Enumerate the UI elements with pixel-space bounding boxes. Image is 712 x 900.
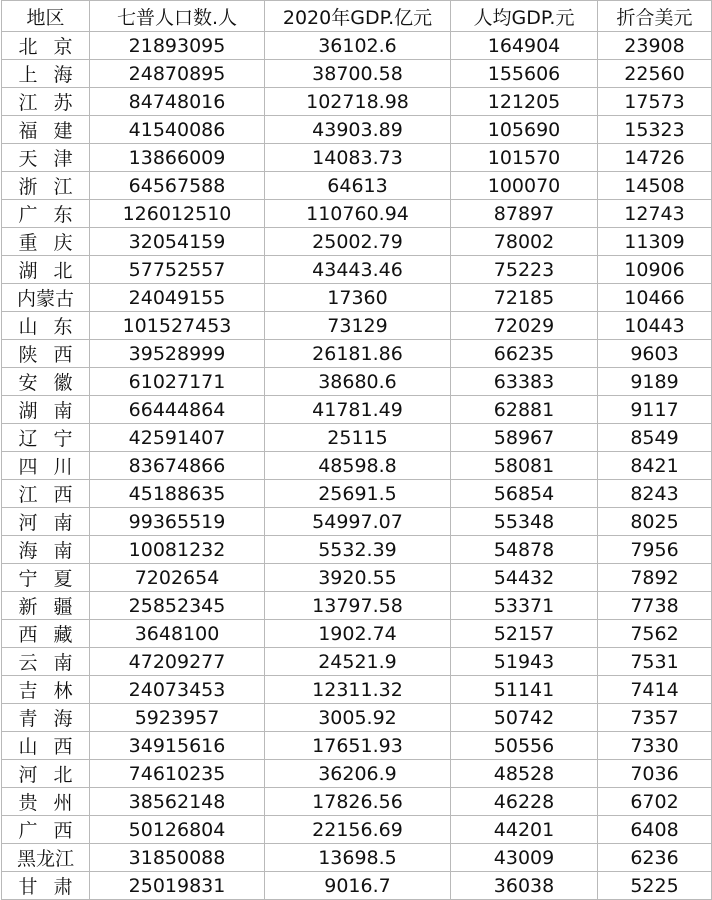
cell-gdp-per-capita: 56854 xyxy=(451,480,598,508)
cell-population: 84748016 xyxy=(90,88,265,116)
cell-gdp: 3005.92 xyxy=(265,704,451,732)
table-row xyxy=(2,452,712,480)
cell-population: 25019831 xyxy=(90,872,265,900)
cell-gdp: 36206.9 xyxy=(265,760,451,788)
header-usd: 折合美元 xyxy=(598,1,712,32)
cell-population: 101527453 xyxy=(90,312,265,340)
cell-usd: 12743 xyxy=(598,200,712,228)
cell-region: 河南 xyxy=(2,508,90,536)
table-row xyxy=(2,340,712,368)
cell-region: 广西 xyxy=(2,816,90,844)
cell-gdp-per-capita: 54878 xyxy=(451,536,598,564)
cell-gdp-per-capita: 121205 xyxy=(451,88,598,116)
cell-region: 四川 xyxy=(2,452,90,480)
cell-region: 广东 xyxy=(2,200,90,228)
cell-population: 41540086 xyxy=(90,116,265,144)
cell-region: 安徽 xyxy=(2,368,90,396)
cell-gdp-per-capita: 155606 xyxy=(451,60,598,88)
table-row xyxy=(2,508,712,536)
cell-gdp: 26181.86 xyxy=(265,340,451,368)
cell-gdp: 25002.79 xyxy=(265,228,451,256)
table-row xyxy=(2,200,712,228)
table-row xyxy=(2,788,712,816)
cell-gdp: 24521.9 xyxy=(265,648,451,676)
cell-gdp-per-capita: 66235 xyxy=(451,340,598,368)
cell-usd: 10443 xyxy=(598,312,712,340)
cell-gdp: 25115 xyxy=(265,424,451,452)
cell-usd: 5225 xyxy=(598,872,712,900)
cell-usd: 8421 xyxy=(598,452,712,480)
cell-region: 上海 xyxy=(2,60,90,88)
cell-usd: 17573 xyxy=(598,88,712,116)
cell-region: 黑龙江 xyxy=(2,844,90,872)
cell-usd: 10906 xyxy=(598,256,712,284)
cell-gdp-per-capita: 58081 xyxy=(451,452,598,480)
cell-usd: 14508 xyxy=(598,172,712,200)
cell-usd: 22560 xyxy=(598,60,712,88)
table-row xyxy=(2,172,712,200)
table-row xyxy=(2,144,712,172)
cell-usd: 8025 xyxy=(598,508,712,536)
header-row xyxy=(2,1,712,32)
table-row xyxy=(2,760,712,788)
cell-usd: 9117 xyxy=(598,396,712,424)
cell-gdp: 38700.58 xyxy=(265,60,451,88)
cell-region: 海南 xyxy=(2,536,90,564)
table-row xyxy=(2,32,712,60)
table-row xyxy=(2,872,712,900)
cell-gdp-per-capita: 63383 xyxy=(451,368,598,396)
cell-gdp: 38680.6 xyxy=(265,368,451,396)
cell-region: 浙江 xyxy=(2,172,90,200)
table-row xyxy=(2,620,712,648)
cell-usd: 6408 xyxy=(598,816,712,844)
cell-gdp-per-capita: 164904 xyxy=(451,32,598,60)
cell-population: 47209277 xyxy=(90,648,265,676)
cell-population: 32054159 xyxy=(90,228,265,256)
cell-usd: 9603 xyxy=(598,340,712,368)
cell-population: 126012510 xyxy=(90,200,265,228)
cell-region: 山东 xyxy=(2,312,90,340)
cell-gdp: 43903.89 xyxy=(265,116,451,144)
cell-region: 江苏 xyxy=(2,88,90,116)
cell-population: 31850088 xyxy=(90,844,265,872)
table-row xyxy=(2,536,712,564)
cell-region: 重庆 xyxy=(2,228,90,256)
cell-region: 湖北 xyxy=(2,256,90,284)
gdp-table xyxy=(1,0,712,900)
cell-gdp: 110760.94 xyxy=(265,200,451,228)
cell-population: 50126804 xyxy=(90,816,265,844)
cell-gdp: 36102.6 xyxy=(265,32,451,60)
cell-population: 24049155 xyxy=(90,284,265,312)
cell-gdp-per-capita: 75223 xyxy=(451,256,598,284)
table-row xyxy=(2,312,712,340)
cell-gdp-per-capita: 50556 xyxy=(451,732,598,760)
cell-region: 宁夏 xyxy=(2,564,90,592)
cell-population: 45188635 xyxy=(90,480,265,508)
cell-gdp-per-capita: 44201 xyxy=(451,816,598,844)
table-row xyxy=(2,704,712,732)
cell-gdp-per-capita: 72029 xyxy=(451,312,598,340)
cell-population: 39528999 xyxy=(90,340,265,368)
cell-gdp: 17651.93 xyxy=(265,732,451,760)
cell-usd: 8549 xyxy=(598,424,712,452)
cell-gdp: 17360 xyxy=(265,284,451,312)
cell-gdp-per-capita: 53371 xyxy=(451,592,598,620)
cell-gdp-per-capita: 50742 xyxy=(451,704,598,732)
cell-gdp: 54997.07 xyxy=(265,508,451,536)
cell-usd: 6236 xyxy=(598,844,712,872)
cell-region: 内蒙古 xyxy=(2,284,90,312)
cell-usd: 8243 xyxy=(598,480,712,508)
cell-gdp: 25691.5 xyxy=(265,480,451,508)
cell-gdp: 102718.98 xyxy=(265,88,451,116)
cell-region: 青海 xyxy=(2,704,90,732)
table-row xyxy=(2,228,712,256)
cell-population: 3648100 xyxy=(90,620,265,648)
cell-gdp: 22156.69 xyxy=(265,816,451,844)
cell-population: 99365519 xyxy=(90,508,265,536)
table-row xyxy=(2,844,712,872)
cell-gdp-per-capita: 55348 xyxy=(451,508,598,536)
cell-gdp-per-capita: 46228 xyxy=(451,788,598,816)
cell-gdp: 12311.32 xyxy=(265,676,451,704)
cell-region: 山西 xyxy=(2,732,90,760)
cell-gdp-per-capita: 87897 xyxy=(451,200,598,228)
cell-usd: 7414 xyxy=(598,676,712,704)
cell-population: 42591407 xyxy=(90,424,265,452)
cell-usd: 15323 xyxy=(598,116,712,144)
cell-gdp: 14083.73 xyxy=(265,144,451,172)
table-row xyxy=(2,88,712,116)
cell-gdp: 17826.56 xyxy=(265,788,451,816)
cell-gdp: 5532.39 xyxy=(265,536,451,564)
cell-gdp: 41781.49 xyxy=(265,396,451,424)
table-row xyxy=(2,424,712,452)
cell-population: 5923957 xyxy=(90,704,265,732)
cell-gdp: 64613 xyxy=(265,172,451,200)
cell-gdp-per-capita: 72185 xyxy=(451,284,598,312)
cell-population: 83674866 xyxy=(90,452,265,480)
cell-gdp-per-capita: 62881 xyxy=(451,396,598,424)
cell-region: 吉林 xyxy=(2,676,90,704)
cell-region: 福建 xyxy=(2,116,90,144)
cell-gdp: 73129 xyxy=(265,312,451,340)
cell-region: 甘肃 xyxy=(2,872,90,900)
cell-gdp: 3920.55 xyxy=(265,564,451,592)
cell-gdp: 13698.5 xyxy=(265,844,451,872)
cell-region: 陕西 xyxy=(2,340,90,368)
cell-gdp: 9016.7 xyxy=(265,872,451,900)
cell-region: 江西 xyxy=(2,480,90,508)
cell-population: 10081232 xyxy=(90,536,265,564)
cell-population: 7202654 xyxy=(90,564,265,592)
cell-gdp-per-capita: 105690 xyxy=(451,116,598,144)
cell-usd: 7892 xyxy=(598,564,712,592)
cell-region: 湖南 xyxy=(2,396,90,424)
table-row xyxy=(2,60,712,88)
table-row xyxy=(2,368,712,396)
cell-gdp: 1902.74 xyxy=(265,620,451,648)
table-row xyxy=(2,256,712,284)
cell-population: 66444864 xyxy=(90,396,265,424)
cell-population: 34915616 xyxy=(90,732,265,760)
cell-usd: 10466 xyxy=(598,284,712,312)
table-body xyxy=(2,32,712,900)
cell-usd: 7330 xyxy=(598,732,712,760)
cell-population: 25852345 xyxy=(90,592,265,620)
table-row xyxy=(2,564,712,592)
cell-gdp-per-capita: 51141 xyxy=(451,676,598,704)
cell-region: 贵州 xyxy=(2,788,90,816)
cell-population: 24870895 xyxy=(90,60,265,88)
cell-region: 天津 xyxy=(2,144,90,172)
cell-region: 西藏 xyxy=(2,620,90,648)
cell-gdp-per-capita: 100070 xyxy=(451,172,598,200)
cell-gdp-per-capita: 52157 xyxy=(451,620,598,648)
cell-usd: 9189 xyxy=(598,368,712,396)
cell-gdp-per-capita: 101570 xyxy=(451,144,598,172)
cell-population: 24073453 xyxy=(90,676,265,704)
table-row xyxy=(2,284,712,312)
table-row xyxy=(2,396,712,424)
cell-gdp-per-capita: 48528 xyxy=(451,760,598,788)
cell-usd: 7357 xyxy=(598,704,712,732)
cell-population: 74610235 xyxy=(90,760,265,788)
header-population: 七普人口数.人 xyxy=(90,1,265,32)
cell-region: 新疆 xyxy=(2,592,90,620)
header-gdp: 2020年GDP.亿元 xyxy=(265,1,451,32)
table-row xyxy=(2,732,712,760)
cell-usd: 11309 xyxy=(598,228,712,256)
cell-population: 13866009 xyxy=(90,144,265,172)
cell-population: 38562148 xyxy=(90,788,265,816)
table-row xyxy=(2,648,712,676)
cell-gdp-per-capita: 54432 xyxy=(451,564,598,592)
cell-usd: 7036 xyxy=(598,760,712,788)
cell-population: 21893095 xyxy=(90,32,265,60)
cell-usd: 7956 xyxy=(598,536,712,564)
cell-gdp: 13797.58 xyxy=(265,592,451,620)
table-row xyxy=(2,480,712,508)
cell-population: 57752557 xyxy=(90,256,265,284)
table-row xyxy=(2,116,712,144)
table-row xyxy=(2,676,712,704)
cell-population: 64567588 xyxy=(90,172,265,200)
cell-gdp-per-capita: 58967 xyxy=(451,424,598,452)
cell-population: 61027171 xyxy=(90,368,265,396)
cell-usd: 7562 xyxy=(598,620,712,648)
cell-region: 辽宁 xyxy=(2,424,90,452)
cell-region: 云南 xyxy=(2,648,90,676)
cell-gdp: 48598.8 xyxy=(265,452,451,480)
cell-gdp-per-capita: 36038 xyxy=(451,872,598,900)
cell-usd: 14726 xyxy=(598,144,712,172)
cell-usd: 7738 xyxy=(598,592,712,620)
cell-usd: 7531 xyxy=(598,648,712,676)
table-row xyxy=(2,592,712,620)
cell-region: 北京 xyxy=(2,32,90,60)
header-gdp-per-capita: 人均GDP.元 xyxy=(451,1,598,32)
cell-gdp-per-capita: 78002 xyxy=(451,228,598,256)
cell-region: 河北 xyxy=(2,760,90,788)
cell-gdp-per-capita: 51943 xyxy=(451,648,598,676)
cell-gdp: 43443.46 xyxy=(265,256,451,284)
cell-usd: 23908 xyxy=(598,32,712,60)
table-row xyxy=(2,816,712,844)
cell-usd: 6702 xyxy=(598,788,712,816)
header-region: 地区 xyxy=(2,1,90,32)
cell-gdp-per-capita: 43009 xyxy=(451,844,598,872)
